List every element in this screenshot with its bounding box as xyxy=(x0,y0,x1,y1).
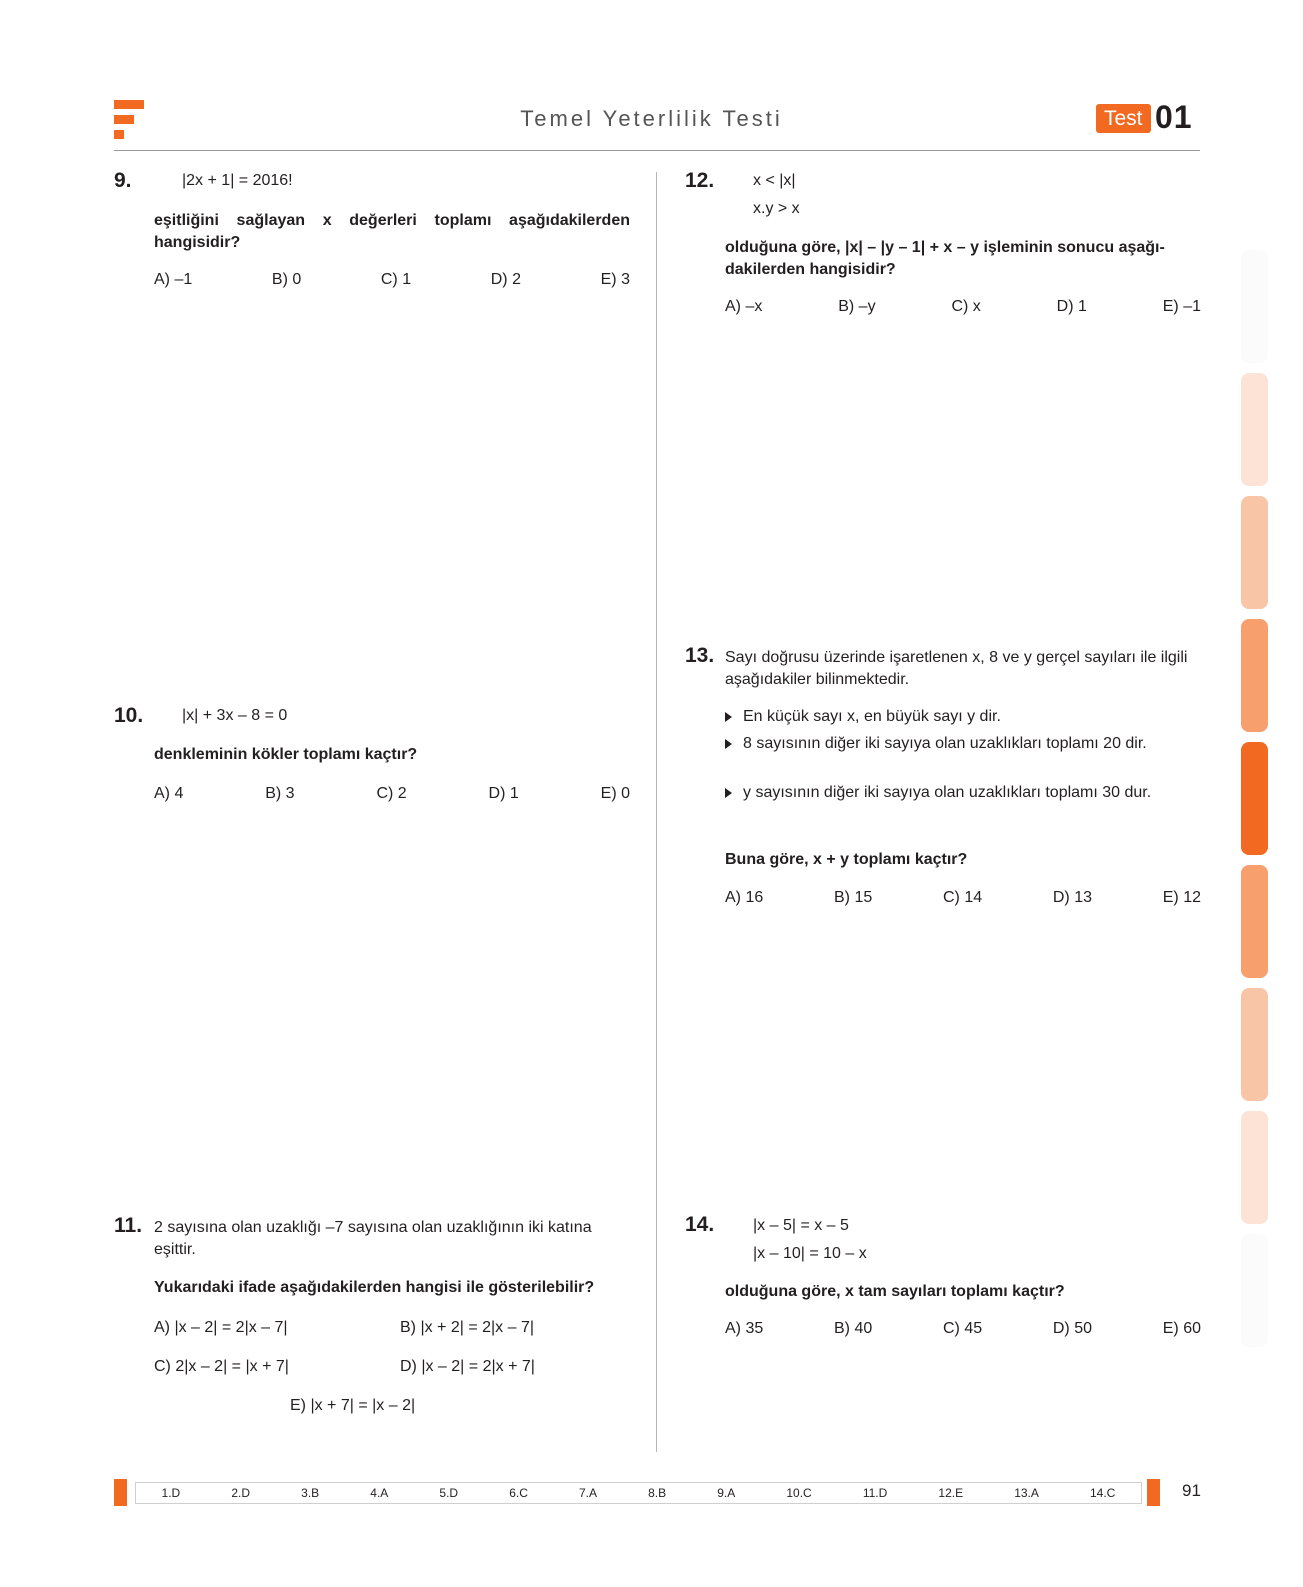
side-tab xyxy=(1241,1111,1268,1224)
question-stem: denkleminin kökler toplamı kaçtır? xyxy=(154,746,418,763)
answer-options xyxy=(154,271,630,289)
question-number: 14. xyxy=(685,1213,715,1236)
answer-key-item: 2.D xyxy=(231,1486,251,1500)
question-stem: olduğuna göre, x tam sayıları toplamı kaçtır? xyxy=(725,1283,1065,1300)
condition-2: |x – 10| = 10 – x xyxy=(753,1245,867,1262)
answer-key-item: 1.D xyxy=(161,1486,181,1500)
question-equation: |2x + 1| = 2016! xyxy=(182,172,293,189)
fact-text: y sayısının diğer iki sayıya olan uzaklıkları toplamı 30 dur. xyxy=(743,784,1152,801)
page-title: Temel Yeterlilik Testi xyxy=(520,106,783,131)
option-b[interactable]: B) |x + 2| = 2|x – 7| xyxy=(400,1319,535,1336)
option-c[interactable]: C) 14 xyxy=(943,889,983,906)
answer-key-item: 8.B xyxy=(648,1486,667,1500)
option-c[interactable]: C) 2 xyxy=(376,785,407,802)
answer-key-item: 11.D xyxy=(862,1486,888,1500)
option-c[interactable]: C) 45 xyxy=(943,1320,983,1337)
side-tab-active xyxy=(1241,742,1268,855)
answer-key-item: 14.C xyxy=(1090,1486,1116,1500)
answer-options xyxy=(154,785,630,803)
answer-key-item: 7.A xyxy=(578,1486,597,1500)
answer-key-item: 4.A xyxy=(370,1486,389,1500)
answer-key-item: 13.A xyxy=(1014,1486,1039,1500)
option-d[interactable]: D) 2 xyxy=(490,271,521,288)
footer-accent-left xyxy=(114,1479,127,1506)
option-e[interactable]: E) 0 xyxy=(600,785,630,802)
side-tab xyxy=(1241,496,1268,609)
option-e[interactable]: E) 12 xyxy=(1162,889,1201,906)
side-tab xyxy=(1241,988,1268,1101)
side-tab xyxy=(1241,250,1268,363)
question-stem: eşitliğini sağlayan x değerleri toplamı aşağıdakilerden hangisidir? xyxy=(154,212,630,251)
answer-key-item: 9.A xyxy=(717,1486,736,1500)
option-d[interactable]: D) 1 xyxy=(488,785,519,802)
page-number: 91 xyxy=(1182,1481,1201,1500)
question-equation: |x| + 3x – 8 = 0 xyxy=(182,707,288,724)
option-e[interactable]: E) 60 xyxy=(1162,1320,1201,1337)
side-tab xyxy=(1241,619,1268,732)
condition-2: x.y > x xyxy=(753,200,800,217)
answer-key-item: 6.C xyxy=(509,1486,528,1500)
side-tab xyxy=(1241,865,1268,978)
bullet-triangle-icon xyxy=(725,788,732,798)
answer-options xyxy=(725,298,1201,316)
answer-options xyxy=(725,1320,1201,1338)
question-number: 12. xyxy=(685,169,715,192)
option-a[interactable]: A) 16 xyxy=(725,889,764,906)
answer-options xyxy=(725,889,1201,907)
answer-key xyxy=(135,1482,1142,1504)
option-a[interactable]: A) 4 xyxy=(154,785,184,802)
option-b[interactable]: B) 0 xyxy=(271,271,302,288)
fact-text: En küçük sayı x, en büyük sayı y dir. xyxy=(743,708,1001,725)
question-statement: 2 sayısına olan uzaklığı –7 sayısına olan uzaklığının iki katına eşittir. xyxy=(154,1219,592,1258)
bullet-triangle-icon xyxy=(725,712,732,722)
answer-key-item: 10.C xyxy=(786,1486,812,1500)
side-tab xyxy=(1241,373,1268,486)
condition-1: x < |x| xyxy=(753,172,796,189)
option-c[interactable]: C) x xyxy=(951,298,981,315)
question-number: 13. xyxy=(685,644,715,667)
condition-1: |x – 5| = x – 5 xyxy=(753,1217,849,1234)
fact-item xyxy=(725,733,1155,777)
option-b[interactable]: B) 3 xyxy=(265,785,295,802)
option-d[interactable]: D) 13 xyxy=(1052,889,1092,906)
option-a[interactable]: A) –1 xyxy=(154,271,193,288)
column-divider xyxy=(656,172,657,1452)
answer-key-item: 12.E xyxy=(938,1486,964,1500)
question-number: 10. xyxy=(114,704,144,727)
fact-text: 8 sayısının diğer iki sayıya olan uzaklıkları toplamı 20 dir. xyxy=(743,735,1147,752)
answer-key-item: 5.D xyxy=(439,1486,459,1500)
option-e[interactable]: E) –1 xyxy=(1162,298,1201,315)
option-a[interactable]: A) 35 xyxy=(725,1320,764,1337)
question-number: 9. xyxy=(114,169,132,192)
question-intro: Sayı doğrusu üzerinde işaretlenen x, 8 ve y gerçel sayıları ile ilgili aşağıdakiler bilinmektedir. xyxy=(725,649,1188,688)
option-b[interactable]: B) 15 xyxy=(834,889,873,906)
option-d[interactable]: D) |x – 2| = 2|x + 7| xyxy=(400,1358,535,1375)
question-stem: olduğuna göre, |x| – |y – 1| + x – y işleminin sonucu aşağı-dakilerden hangisidir? xyxy=(725,239,1165,278)
option-d[interactable]: D) 50 xyxy=(1052,1320,1092,1337)
option-e[interactable]: E) |x + 7| = |x – 2| xyxy=(290,1397,416,1414)
question-stem: Buna göre, x + y toplamı kaçtır? xyxy=(725,851,968,868)
option-b[interactable]: B) –y xyxy=(838,298,876,315)
option-a[interactable]: A) |x – 2| = 2|x – 7| xyxy=(154,1319,288,1336)
footer-accent-right xyxy=(1147,1479,1160,1506)
question-stem: Yukarıdaki ifade aşağıdakilerden hangisi ile gösterilebilir? xyxy=(154,1279,595,1296)
header-divider xyxy=(114,150,1200,151)
test-number: 01 xyxy=(1155,99,1193,135)
answer-key-item: 3.B xyxy=(301,1486,320,1500)
option-a[interactable]: A) –x xyxy=(725,298,763,315)
option-b[interactable]: B) 40 xyxy=(834,1320,873,1337)
side-tab xyxy=(1241,1234,1268,1347)
option-e[interactable]: E) 3 xyxy=(600,271,630,288)
option-c[interactable]: C) 2|x – 2| = |x + 7| xyxy=(154,1358,289,1375)
option-d[interactable]: D) 1 xyxy=(1056,298,1087,315)
bullet-triangle-icon xyxy=(725,739,732,749)
option-c[interactable]: C) 1 xyxy=(380,271,412,288)
fact-item xyxy=(725,782,1155,826)
question-number: 11. xyxy=(114,1214,143,1237)
test-badge: Test xyxy=(1096,104,1151,133)
